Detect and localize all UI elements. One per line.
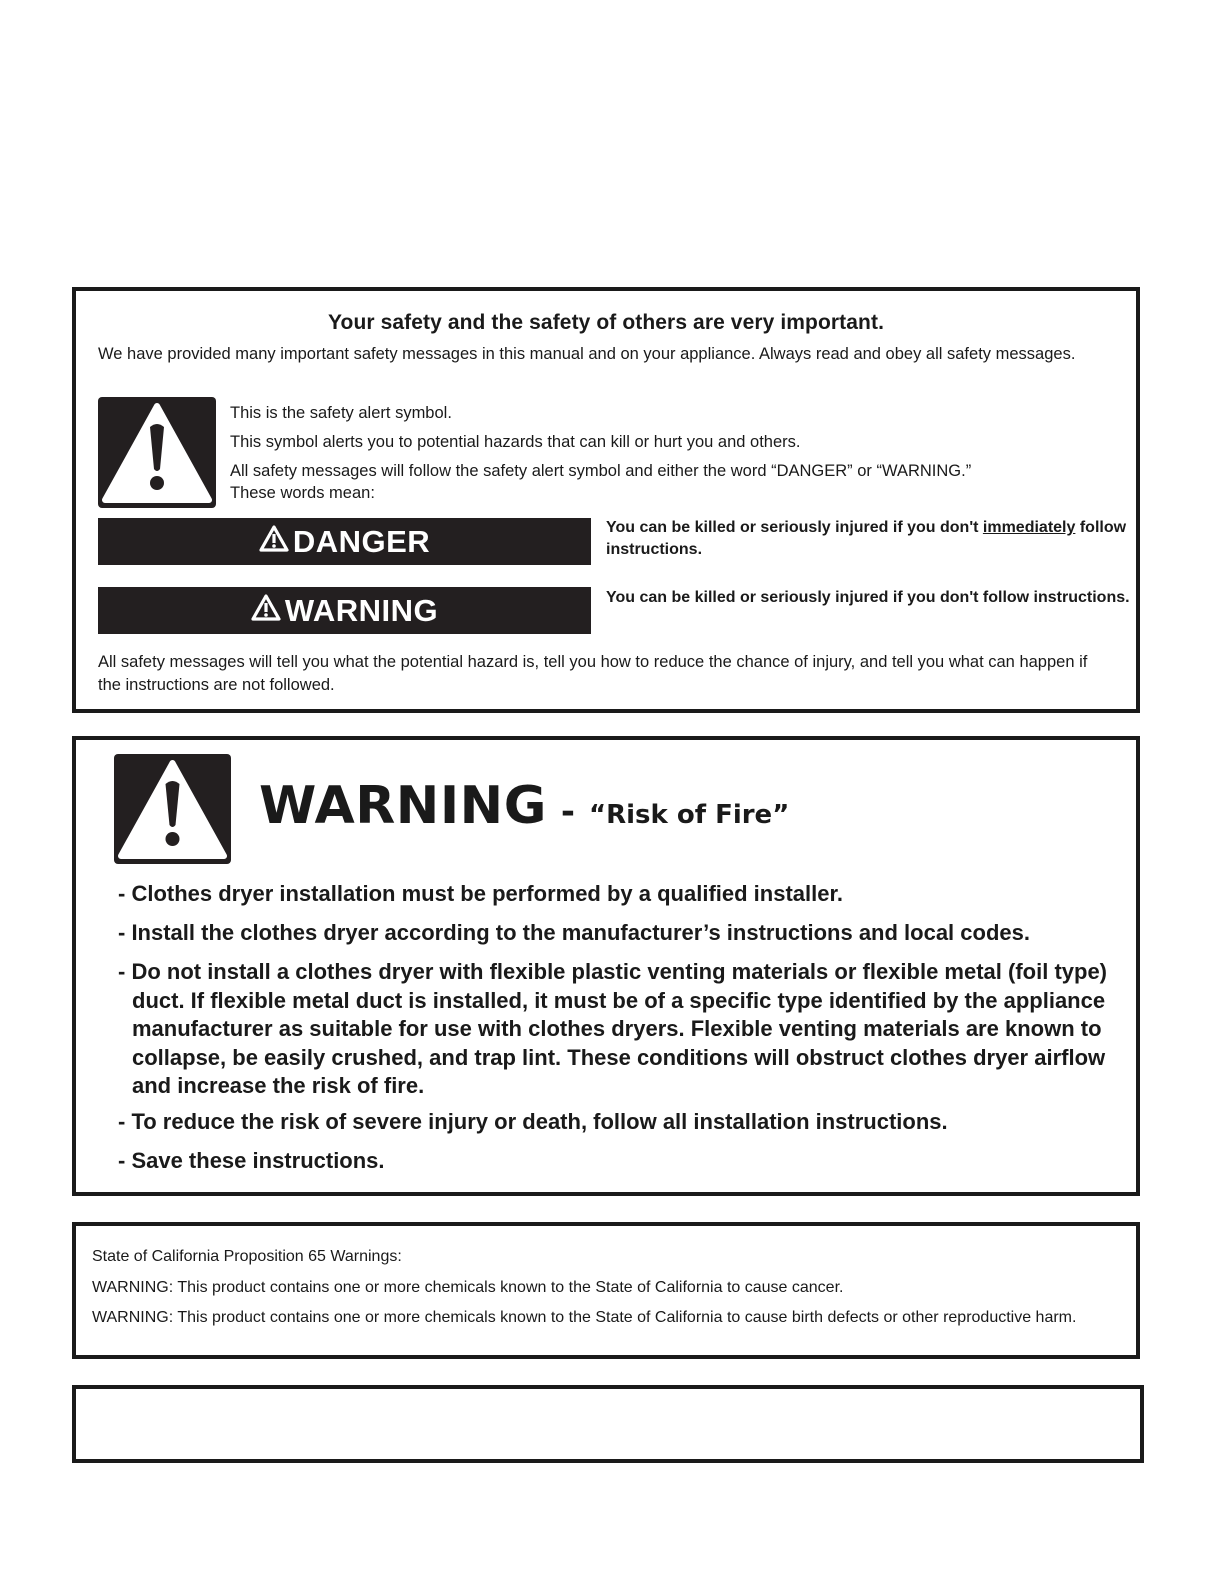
danger-desc-emphasis: immediately: [982, 519, 1076, 536]
prop65-box: [72, 1222, 1140, 1359]
safety-intro-box: [72, 287, 1140, 713]
symbol-line-2: This symbol alerts you to potential hazards that can kill or hurt you and others.: [230, 433, 801, 451]
warning-description: You can be killed or seriously injured if you don't follow instructions.: [606, 589, 1130, 606]
danger-desc-before: You can be killed or seriously injured if you don't: [606, 519, 983, 536]
fire-warning-alert-icon: [114, 754, 231, 864]
fire-item-1: - Clothes dryer installation must be performed by a qualified installer.: [118, 881, 843, 906]
empty-notice-box: [72, 1385, 1144, 1463]
danger-signal-bar: [98, 518, 591, 565]
safety-heading: Your safety and the safety of others are very important.: [327, 311, 885, 334]
fire-warning-title: [259, 776, 789, 836]
fire-item-5: - Save these instructions.: [118, 1148, 385, 1173]
safety-alert-icon: [98, 397, 216, 508]
fire-title-dash: -: [560, 792, 575, 832]
danger-description: [606, 517, 1131, 561]
warning-label: WARNING: [284, 592, 439, 628]
danger-label: DANGER: [292, 523, 431, 559]
safety-footer-text: All safety messages will tell you what the potential hazard is, tell you how to reduce the chance of injury, and tell you what can happen if the instructions are not followed.: [98, 653, 1088, 694]
symbol-line-1: This is the safety alert symbol.: [230, 404, 452, 422]
symbol-line-3: All safety messages will follow the safety alert symbol and either the word “DANGER” or “WARNING.”: [230, 462, 972, 480]
fire-title-subtitle: “Risk of Fire”: [589, 800, 790, 830]
prop65-heading: State of California Proposition 65 Warnings:: [92, 1248, 402, 1265]
fire-item-2: - Install the clothes dryer according to the manufacturer’s instructions and local codes.: [118, 920, 1030, 945]
fire-warning-box: [72, 736, 1140, 1196]
fire-item-3: - Do not install a clothes dryer with flexible plastic venting materials or flexible metal (foil type) duct. If flexible metal duct is installed, it must be of a specific type identified by the appliance manufacturer as suitable for use with clothes dryers. Flexible venting materials are known to collapse, be easily crushed, and trap lint. These conditions will obstruct clothes dryer airflow and increase the risk of fire.: [118, 959, 1108, 1098]
safety-intro-text: We have provided many important safety messages in this manual and on your appliance. Always read and obey all safety messages.: [98, 345, 1076, 363]
fire-title-word: WARNING: [259, 776, 547, 836]
symbol-line-4: These words mean:: [230, 484, 375, 502]
danger-desc-after: follow instructions.: [606, 519, 1127, 558]
fire-item-4: - To reduce the risk of severe injury or death, follow all installation instructions.: [118, 1109, 948, 1134]
prop65-warning-2: WARNING: This product contains one or more chemicals known to the State of California to cause birth defects or other reproductive harm.: [92, 1309, 1077, 1326]
warning-signal-bar: [98, 587, 591, 634]
prop65-warning-1: WARNING: This product contains one or more chemicals known to the State of California to cause cancer.: [92, 1279, 844, 1296]
warning-triangle-icon: [251, 593, 285, 629]
danger-warning-icon: [259, 524, 293, 560]
